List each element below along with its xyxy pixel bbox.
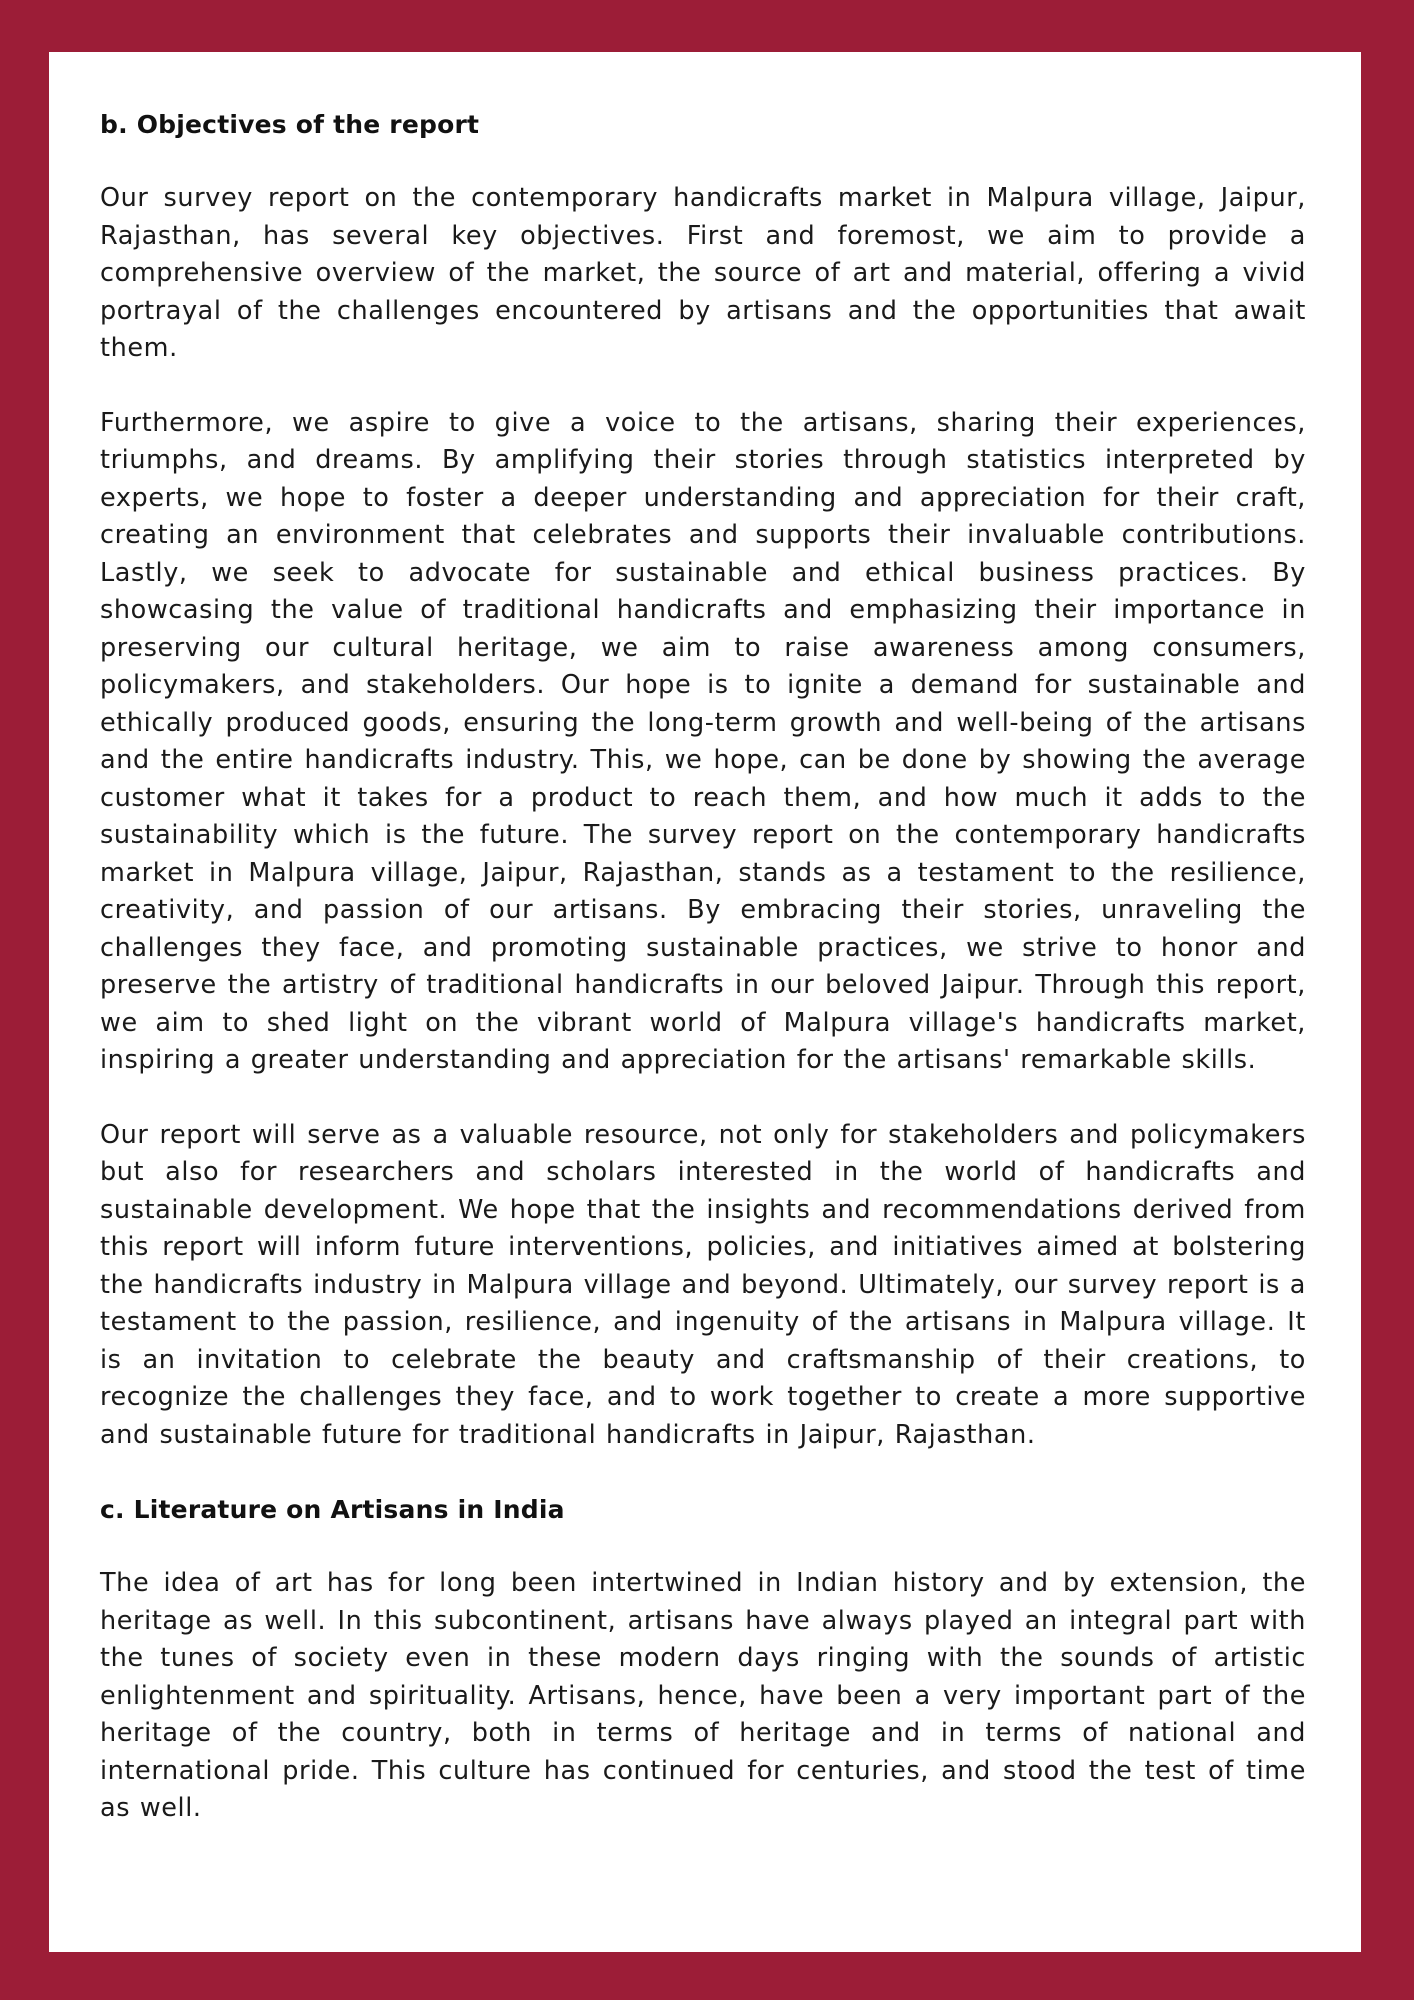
paragraph-objectives-intro: Our survey report on the contemporary handicrafts market in Malpura village, Jaipur, Rajasthan, has several key objectives. First and foremost, we aim to provide a comprehensive overview of the market, the source of art and material, offering a vivid portrayal of the challenges encountered by artisans and the opportunities that await them.: [100, 183, 1306, 363]
paragraph-objectives-resource: Our report will serve as a valuable resource, not only for stakeholders and policymakers but also for researchers and scholars interested in the world of handicrafts and sustainable development. We hope that the insights and recommendations derived from this report will inform future interventions, policies, and initiatives aimed at bolstering the handicrafts industry in Malpura village and beyond. Ultimately, our survey report is a testament to the passion, resilience, and ingenuity of the artisans in Malpura village. It is an invitation to celebrate the beauty and craftsmanship of their creations, to recognize the challenges they face, and to work together to create a more supportive and sustainable future for traditional handicrafts in Jaipur, Rajasthan.: [100, 1119, 1306, 1450]
page: [49, 52, 1361, 1952]
document-content: [100, 106, 1306, 1828]
paragraph-literature: The idea of art has for long been intertwined in Indian history and by extension, the heritage as well. In this subcontinent, artisans have always played an integral part with the tunes of society even in these modern days ringing with the sounds of artistic enlightenment and spirituality. Artisans, hence, have been a very important part of the heritage of the country, both in terms of heritage and in terms of national and international pride. This culture has continued for centuries, and stood the test of time as well.: [100, 1568, 1306, 1823]
section-heading-literature: c. Literature on Artisans in India: [100, 1495, 565, 1524]
section-heading-objectives: b. Objectives of the report: [100, 110, 480, 139]
paragraph-objectives-voice: Furthermore, we aspire to give a voice to the artisans, sharing their experiences, triumphs, and dreams. By amplifying their stories through statistics interpreted by experts, we hope to foster a deeper understanding and appreciation for their craft, creating an environment that celebrates and supports their invaluable contributions. Lastly, we seek to advocate for sustainable and ethical business practices. By showcasing the value of traditional handicrafts and emphasizing their importance in preserving our cultural heritage, we aim to raise awareness among consumers, policymakers, and stakeholders. Our hope is to ignite a demand for sustainable and ethically produced goods, ensuring the long-term growth and well-being of the artisans and the entire handicrafts industry. This, we hope, can be done by showing the average customer what it takes for a product to reach them, and how much it adds to the sustainability which is the future. The survey report on the contemporary handicrafts market in Malpura village, Jaipur, Rajasthan, stands as a testament to the resilience, creativity, and passion of our artisans. By embracing their stories, unraveling the challenges they face, and promoting sustainable practices, we strive to honor and preserve the artistry of traditional handicrafts in our beloved Jaipur. Through this report, we aim to shed light on the vibrant world of Malpura village's handicrafts market, inspiring a greater understanding and appreciation for the artisans' remarkable skills.: [100, 407, 1306, 1075]
